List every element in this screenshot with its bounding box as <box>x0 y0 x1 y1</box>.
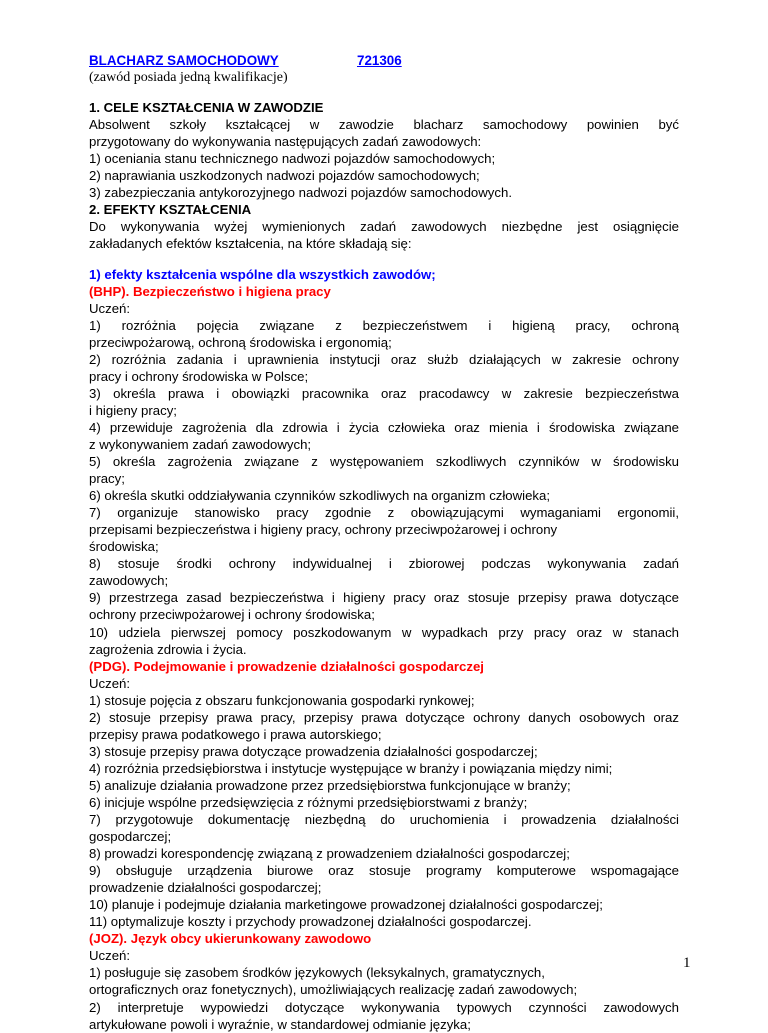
joz-list <box>89 964 679 1032</box>
list-line: 4) rozróżnia przedsiębiorstwa i instytucje występujące w branży i powiązania między nimi; <box>89 760 613 776</box>
section-1-item: 3) zabezpieczania antykorozyjnego nadwozi pojazdów samochodowych. <box>89 185 512 201</box>
document-page <box>89 52 679 1033</box>
list-line: 1) stosuje pojęcia z obszaru funkcjonowania gospodarki rynkowej; <box>89 692 475 708</box>
list-line: środowiska; <box>89 539 159 555</box>
occupation-header <box>89 52 679 69</box>
list-line: 6) inicjuje wspólne przedsięwzięcia z różnymi przedsiębiorstwami z branży; <box>89 794 528 810</box>
list-line: przeciwpożarową, ochroną środowiska i ergonomią; <box>89 334 392 350</box>
pdg-student-label: Uczeń: <box>89 675 131 691</box>
list-line: 10) planuje i podejmuje działania marketingowe prowadzonej działalności gospodarczej; <box>89 897 603 913</box>
list-line: pracy; <box>89 471 125 487</box>
bhp-heading: (BHP). Bezpieczeństwo i higiena pracy <box>89 283 331 299</box>
joz-heading: (JOZ). Język obcy ukierunkowany zawodowo <box>89 931 372 947</box>
list-line: zagrożenia zdrowia i życia. <box>89 641 247 657</box>
occupation-title: BLACHARZ SAMOCHODOWY <box>89 53 279 68</box>
list-line: zawodowych; <box>89 573 169 589</box>
list-line: ochrony przeciwpożarowej i ochrony środowiska; <box>89 607 375 623</box>
list-line: 3) określa prawa i obowiązki pracownika oraz pracodawcy w zakresie bezpieczeństwa <box>89 385 679 401</box>
section-2-heading: 2. EFEKTY KSZTAŁCENIA <box>89 202 252 218</box>
list-line: 8) stosuje środki ochrony indywidualnej i zbiorowej podczas wykonywania zadań <box>89 556 679 572</box>
list-line: 11) optymalizuje koszty i przychody prowadzonej działalności gospodarczej. <box>89 914 532 930</box>
list-line: 4) przewiduje zagrożenia dla zdrowia i życia człowieka oraz mienia i środowiska związane <box>89 419 679 435</box>
list-line: 8) prowadzi korespondencję związaną z prowadzeniem działalności gospodarczej; <box>89 846 570 862</box>
list-line: 6) określa skutki oddziaływania czynników szkodliwych na organizm człowieka; <box>89 488 551 504</box>
section-1-intro-line-2: przygotowany do wykonywania następujących zadań zawodowych: <box>89 134 482 150</box>
list-line: 1) posługuje się zasobem środków językowych (leksykalnych, gramatycznych, <box>89 965 545 981</box>
list-line: 9) obsługuje urządzenia biurowe oraz stosuje programy komputerowe wspomagające <box>89 863 679 879</box>
section-1-item: 1) oceniania stanu technicznego nadwozi pojazdów samochodowych; <box>89 151 496 167</box>
common-effects-heading: 1) efekty kształcenia wspólne dla wszystkich zawodów; <box>89 266 436 282</box>
list-line: 5) określa zagrożenia związane z występowaniem szkodliwych czynników w środowisku <box>89 454 679 470</box>
list-line: 2) interpretuje wypowiedzi dotyczące wykonywania typowych czynności zawodowych <box>89 999 679 1015</box>
list-line: 2) rozróżnia zadania i uprawnienia instytucji oraz służb działających w zakresie ochrony <box>89 351 679 367</box>
pdg-heading: (PDG). Podejmowanie i prowadzenie działalności gospodarczej <box>89 658 484 674</box>
list-line: z wykonywaniem zadań zawodowych; <box>89 436 312 452</box>
section-1-heading: 1. CELE KSZTAŁCENIA W ZAWODZIE <box>89 100 324 116</box>
list-line: 7) przygotowuje dokumentację niezbędną do uruchomienia i prowadzenia działalności <box>89 812 679 828</box>
list-line: ortograficznych oraz fonetycznych), umożliwiających realizację zadań zawodowych; <box>89 982 578 998</box>
section-1-intro-line-1: Absolwent szkoły kształcącej w zawodzie blacharz samochodowy powinien być <box>89 117 679 133</box>
list-line: 1) rozróżnia pojęcia związane z bezpieczeństwem i higieną pracy, ochroną <box>89 317 679 333</box>
bhp-list <box>89 317 679 658</box>
section-1-item: 2) naprawiania uszkodzonych nadwozi pojazdów samochodowych; <box>89 168 480 184</box>
pdg-list <box>89 692 679 931</box>
list-line: 2) stosuje przepisy prawa pracy, przepisy prawa dotyczące ochrony danych osobowych oraz <box>89 709 679 725</box>
occupation-code: 721306 <box>357 53 402 68</box>
list-line: gospodarczej; <box>89 829 172 845</box>
page-number: 1 <box>683 955 691 971</box>
list-line: artykułowane powoli i wyraźnie, w standardowej odmianie języka; <box>89 1016 471 1032</box>
list-line: pracy i ochrony środowiska w Polsce; <box>89 368 309 384</box>
list-line: 5) analizuje działania prowadzone przez przedsiębiorstwa funkcjonujące w branży; <box>89 777 571 793</box>
list-line: prowadzenie działalności gospodarczej; <box>89 880 322 896</box>
list-line: 7) organizuje stanowisko pracy zgodnie z obowiązującymi wymaganiami ergonomii, <box>89 505 679 521</box>
list-line: 10) udziela pierwszej pomocy poszkodowanym w wypadkach przy pracy oraz w stanach <box>89 624 679 640</box>
bhp-student-label: Uczeń: <box>89 300 131 316</box>
section-2-intro-line-1: Do wykonywania wyżej wymienionych zadań zawodowych niezbędne jest osiągnięcie <box>89 219 679 235</box>
list-line: i higieny pracy; <box>89 402 177 418</box>
occupation-subtitle: (zawód posiada jedną kwalifikacje) <box>89 70 288 86</box>
joz-student-label: Uczeń: <box>89 948 131 964</box>
list-line: przepisami bezpieczeństwa i higieny pracy, ochrony przeciwpożarowej i ochrony <box>89 522 558 538</box>
list-line: 3) stosuje przepisy prawa dotyczące prowadzenia działalności gospodarczej; <box>89 743 538 759</box>
list-line: przepisy prawa podatkowego i prawa autorskiego; <box>89 726 382 742</box>
section-2-intro-line-2: zakładanych efektów kształcenia, na które składają się: <box>89 236 412 252</box>
list-line: 9) przestrzega zasad bezpieczeństwa i higieny pracy oraz stosuje przepisy prawa dotyczące <box>89 590 679 606</box>
